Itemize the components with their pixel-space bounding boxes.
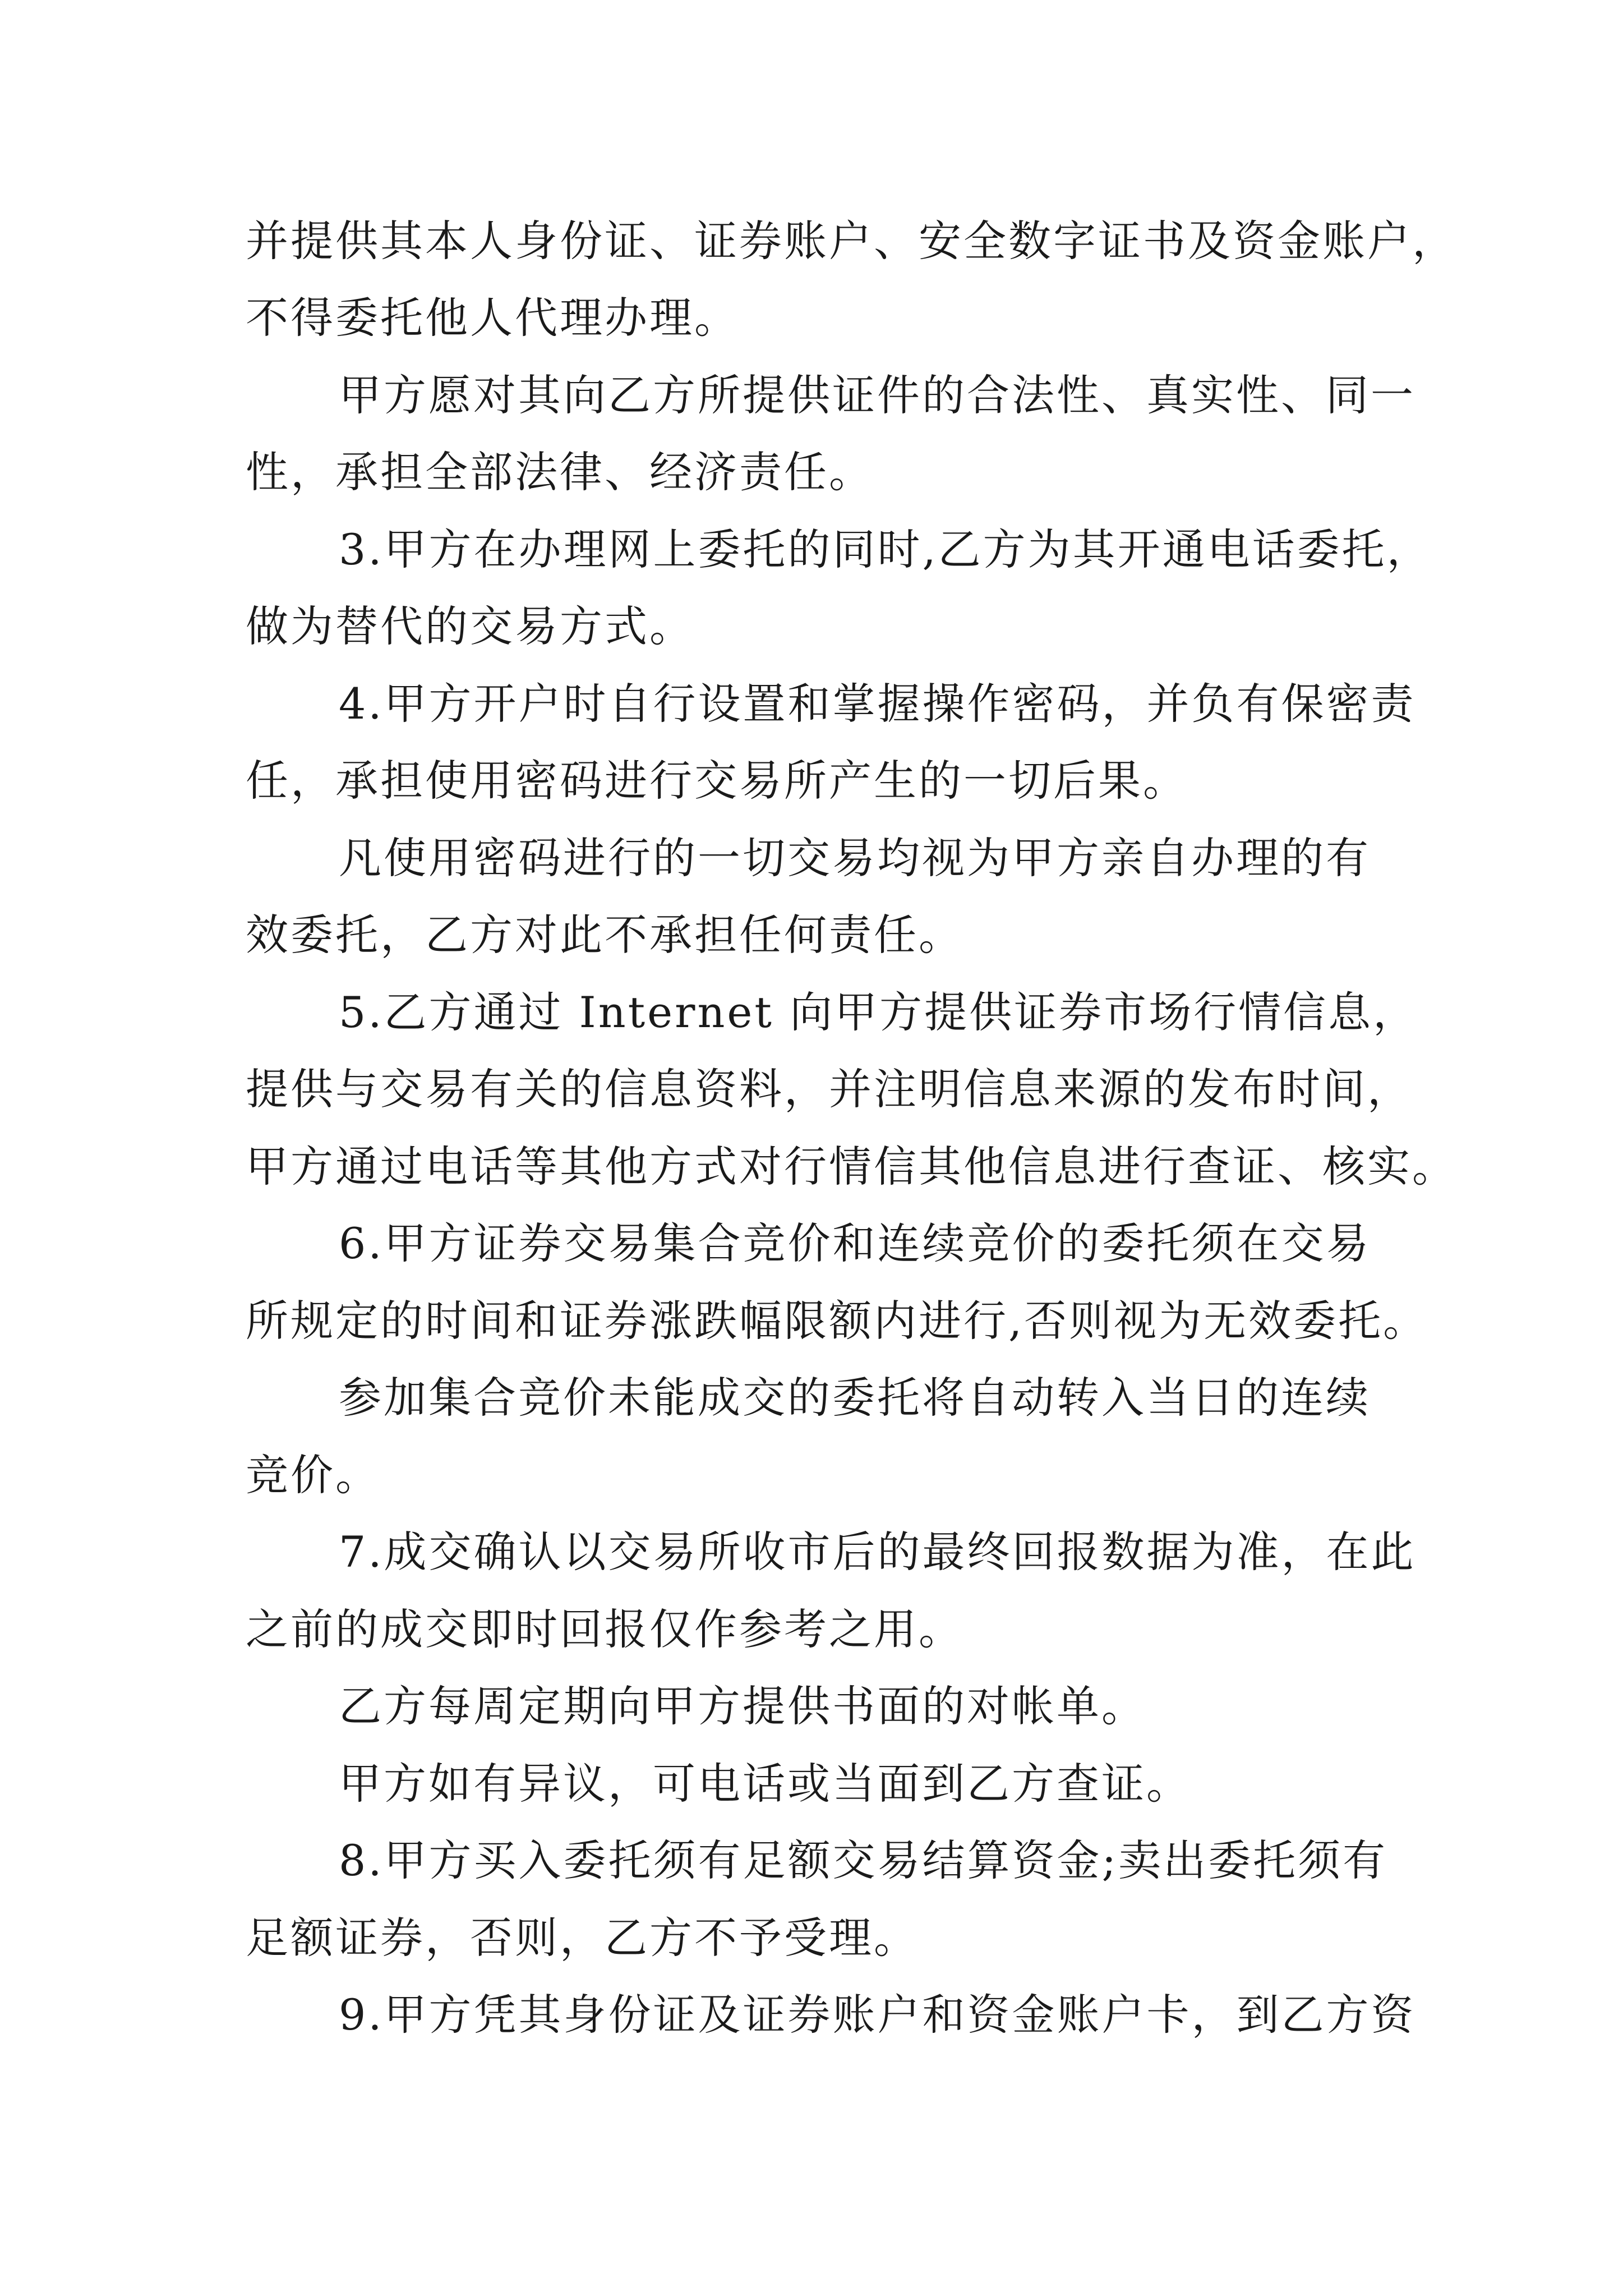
clause-9: 9.甲方凭其身份证及证券账户和资金账户卡，到乙方资 xyxy=(339,1990,1416,2040)
clause-3: 3.甲方在办理网上委托的同时,乙方为其开通电话委托， xyxy=(339,524,1432,574)
text-line: 提供与交易有关的信息资料，并注明信息来源的发布时间， xyxy=(246,1064,1412,1114)
clause-4: 4.甲方开户时自行设置和掌握操作密码，并负有保密责 xyxy=(339,679,1416,729)
text-line: 所规定的时间和证券涨跌幅限额内进行,否则视为无效委托。 xyxy=(246,1296,1428,1346)
clause-7: 7.成交确认以交易所收市后的最终回报数据为准，在此 xyxy=(339,1527,1416,1577)
paragraph-start: 凡使用密码进行的一切交易均视为甲方亲自办理的有 xyxy=(339,833,1371,883)
text-line: 性，承担全部法律、经济责任。 xyxy=(246,447,874,497)
clause-5: 5.乙方通过 Internet 向甲方提供证券市场行情信息， xyxy=(339,987,1418,1037)
text-line: 甲方通过电话等其他方式对行情信其他信息进行查证、核实。 xyxy=(246,1142,1457,1191)
text-line: 并提供其本人身份证、证券账户、安全数字证书及资金账户， xyxy=(246,216,1457,266)
paragraph-start: 参加集合竞价未能成交的委托将自动转入当日的连续 xyxy=(339,1373,1371,1423)
text-line: 任，承担使用密码进行交易所产生的一切后果。 xyxy=(246,756,1188,806)
text-line: 竞价。 xyxy=(246,1450,380,1500)
paragraph-start: 甲方愿对其向乙方所提供证件的合法性、真实性、同一 xyxy=(339,370,1415,420)
text-line: 效委托，乙方对此不承担任何责任。 xyxy=(246,910,963,960)
clause-8: 8.甲方买入委托须有足额交易结算资金;卖出委托须有 xyxy=(339,1835,1388,1885)
text-line: 做为替代的交易方式。 xyxy=(246,601,694,651)
paragraph-start: 乙方每周定期向甲方提供书面的对帐单。 xyxy=(339,1681,1146,1731)
text-line: 不得委托他人代理办理。 xyxy=(246,293,739,343)
paragraph-start: 甲方如有异议，可电话或当面到乙方查证。 xyxy=(339,1759,1191,1809)
text-line: 之前的成交即时回报仅作参考之用。 xyxy=(246,1604,963,1654)
clause-6: 6.甲方证券交易集合竞价和连续竞价的委托须在交易 xyxy=(339,1218,1371,1268)
text-line: 足额证券，否则，乙方不予受理。 xyxy=(246,1913,919,1963)
